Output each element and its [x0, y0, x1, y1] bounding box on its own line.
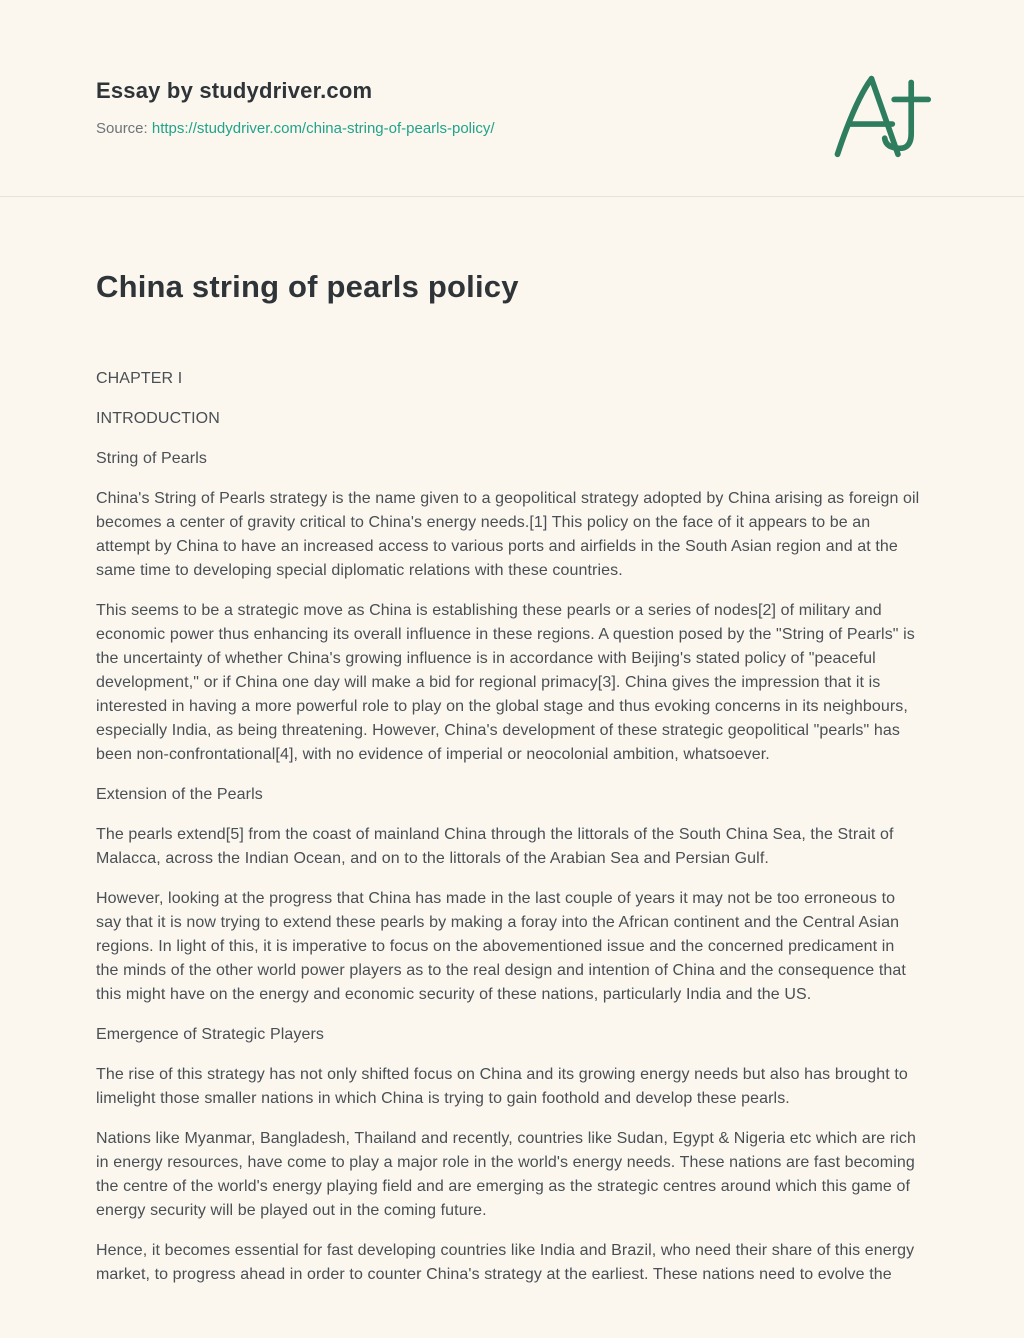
studydriver-logo-icon: [828, 70, 932, 162]
chapter-heading: CHAPTER I: [96, 370, 183, 387]
source-label: Source:: [96, 120, 148, 137]
subheading-extension-of-the-pearls: Extension of the Pearls: [96, 786, 263, 803]
source-line: [96, 120, 495, 137]
subheading-string-of-pearls: String of Pearls: [96, 450, 207, 467]
header: [0, 0, 1024, 162]
paragraph: Hence, it becomes essential for fast developing countries like India and Brazil, who need their share of this energy market, to progress ahead in order to counter China's strategy at the earliest. These nations need to evolve the: [96, 1242, 915, 1283]
header-text-block: [96, 70, 495, 137]
introduction-heading: INTRODUCTION: [96, 410, 220, 427]
article-body: [96, 367, 920, 1287]
source-url-link[interactable]: https://studydriver.com/china-string-of-pearls-policy/: [151, 120, 495, 137]
paragraph: However, looking at the progress that China has made in the last couple of years it may not be too erroneous to say that it is now trying to extend these pearls by making a foray into the African continent and the Central Asian regions. In light of this, it is imperative to focus on the abovementioned issue and the concerned predicament in the minds of the other world power players as to the real design and intention of China and the consequence that this might have on the energy and economic security of these nations, particularly India and the US.: [96, 890, 906, 1003]
paragraph: The rise of this strategy has not only shifted focus on China and its growing energy needs but also has brought to limelight those smaller nations in which China is trying to gain foothold and develop these pearls.: [96, 1066, 908, 1107]
paragraph: China's String of Pearls strategy is the name given to a geopolitical strategy adopted by China arising as foreign oil becomes a center of gravity critical to China's energy needs.[1] This policy on the face of it appears to be an attempt by China to have an increased access to various ports and airfields in the South Asian region and at the same time to developing special diplomatic relations with these countries.: [96, 490, 920, 579]
subheading-emergence-of-strategic-players: Emergence of Strategic Players: [96, 1026, 324, 1043]
header-divider: [0, 196, 1024, 197]
byline: Essay by studydriver.com: [96, 78, 373, 103]
article: [0, 269, 1024, 1287]
paragraph: The pearls extend[5] from the coast of mainland China through the littorals of the South China Sea, the Strait of Malacca, across the Indian Ocean, and on to the littorals of the Arabian Sea and Persian Gulf.: [96, 826, 894, 867]
paragraph: This seems to be a strategic move as China is establishing these pearls or a series of nodes[2] of military and economic power thus enhancing its overall influence in these regions. A question posed by the "String of Pearls" is the uncertainty of whether China's growing influence is in accordance with Beijing's stated policy of "peaceful development," or if China one day will make a bid for regional primacy[3]. China gives the impression that it is interested in having a more powerful role to play on the global stage and thus evoking concerns in its neighbours, especially India, as being threatening. However, China's development of these strategic geopolitical "pearls" has been non-confrontational[4], with no evidence of imperial or neocolonial ambition, whatsoever.: [96, 602, 915, 763]
paragraph: Nations like Myanmar, Bangladesh, Thailand and recently, countries like Sudan, Egypt & Nigeria etc which are rich in energy resources, have come to play a major role in the world's energy needs. These nations are fast becoming the centre of the world's energy playing field and are emerging as the strategic centres around which this game of energy security will be played out in the coming future.: [96, 1130, 917, 1219]
page-title: China string of pearls policy: [96, 269, 519, 304]
